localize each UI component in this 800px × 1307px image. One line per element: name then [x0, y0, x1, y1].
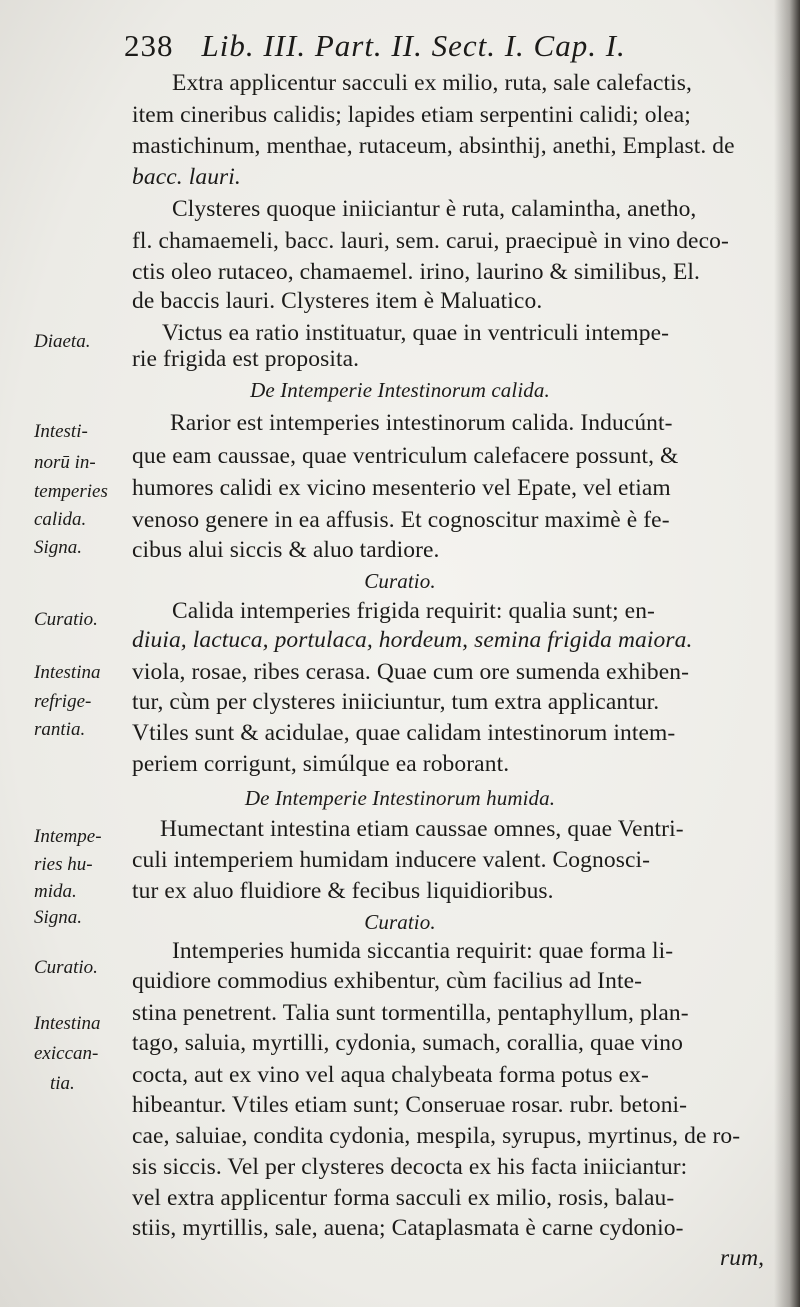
- section-heading: De Intemperie Intestinorum calida.: [250, 378, 550, 402]
- body-line: bacc. lauri.: [132, 164, 241, 190]
- marginal-note: ries hu-: [34, 854, 93, 875]
- body-line: rie frigida est proposita.: [132, 346, 360, 372]
- body-line: sis siccis. Vel per clysteres decocta ex his facta iniiciantur:: [132, 1154, 688, 1180]
- body-line: Vtiles sunt & acidulae, quae calidam intestinorum intem-: [132, 720, 676, 746]
- body-line: Intemperies humida siccantia requirit: quae forma li-: [172, 938, 674, 964]
- body-line: cae, saluiae, condita cydonia, mespila, syrupus, myrtinus, de ro-: [132, 1123, 741, 1149]
- running-title: Lib. III. Part. II. Sect. I. Cap. I.: [201, 28, 626, 63]
- section-heading: De Intemperie Intestinorum humida.: [244, 786, 556, 810]
- body-line: viola, rosae, ribes cerasa. Quae cum ore sumenda exhiben-: [132, 659, 690, 685]
- curatio-heading: Curatio.: [364, 569, 436, 593]
- page-number: 238: [124, 28, 174, 63]
- body-line: quidiore commodius exhibentur, cùm facilius ad Inte-: [132, 968, 643, 994]
- body-line: tago, saluia, myrtilli, cydonia, sumach, corallia, quae vino: [132, 1030, 683, 1056]
- marginal-note: Intestina: [34, 662, 101, 683]
- marginal-note: calida.: [34, 509, 87, 530]
- body-line: Humectant intestina etiam caussae omnes, quae Ventri-: [160, 816, 684, 842]
- marginal-note: Signa.: [34, 907, 83, 928]
- marginal-note: Intempe-: [34, 826, 102, 847]
- body-line: item cineribus calidis; lapides etiam serpentini calidi; olea;: [132, 102, 691, 128]
- body-line: cocta, aut ex vino vel aqua chalybeata forma potus ex-: [132, 1062, 649, 1088]
- body-line: mastichinum, menthae, rutaceum, absinthij, anethi, Emplast. de: [132, 133, 735, 159]
- page-edge-shadow: [774, 0, 800, 1307]
- marginal-note: norū in-: [34, 452, 96, 473]
- marginal-note: exiccan-: [34, 1043, 99, 1064]
- curatio-heading: Curatio.: [364, 910, 436, 934]
- marginal-note: refrige-: [34, 691, 92, 712]
- marginal-note: Intestina: [34, 1013, 101, 1034]
- body-line: que eam caussae, quae ventriculum calefacere possunt, &: [132, 443, 679, 469]
- body-line: Calida intemperies frigida requirit: qualia sunt; en-: [172, 598, 655, 624]
- marginal-note: rantia.: [34, 719, 86, 740]
- marginal-note: mida.: [34, 881, 77, 902]
- body-line: venoso genere in ea affusis. Et cognoscitur maximè è fe-: [132, 507, 670, 533]
- marginal-note: tia.: [50, 1073, 75, 1094]
- body-line: Rarior est intemperies intestinorum calida. Inducúnt-: [170, 410, 673, 436]
- body-line: fl. chamaemeli, bacc. lauri, sem. carui, praecipuè in vino deco-: [132, 228, 729, 254]
- marginal-note: temperies: [34, 481, 108, 502]
- body-line: stiis, myrtillis, sale, auena; Cataplasmata è carne cydonio-: [132, 1215, 684, 1241]
- body-line: stina penetrent. Talia sunt tormentilla, pentaphyllum, plan-: [132, 1000, 689, 1026]
- body-line: hibeantur. Vtiles etiam sunt; Conseruae rosar. rubr. betoni-: [132, 1092, 688, 1118]
- body-line: humores calidi ex vicino mesenterio vel Epate, vel etiam: [132, 475, 671, 501]
- marginal-note: Intesti-: [34, 421, 88, 442]
- body-line: Clysteres quoque iniiciantur è ruta, calamintha, anetho,: [172, 196, 697, 222]
- marginal-note: Curatio.: [34, 609, 98, 630]
- body-line: Extra applicentur sacculi ex milio, ruta, sale calefactis,: [172, 70, 692, 96]
- catchword: rum,: [720, 1245, 765, 1271]
- marginal-note: Signa.: [34, 537, 83, 558]
- body-line: diuia, lactuca, portulaca, hordeum, semina frigida maiora.: [132, 627, 693, 653]
- body-line: de baccis lauri. Clysteres item è Maluatico.: [132, 288, 543, 314]
- marginal-note: Curatio.: [34, 957, 98, 978]
- body-line: Victus ea ratio instituatur, quae in ventriculi intempe-: [162, 320, 670, 346]
- body-line: tur, cùm per clysteres iniiciuntur, tum extra applicantur.: [132, 689, 660, 715]
- marginal-note: Diaeta.: [34, 331, 91, 352]
- body-line: cibus alui siccis & aluo tardiore.: [132, 537, 440, 563]
- body-line: culi intemperiem humidam inducere valent. Cognosci-: [132, 847, 651, 873]
- body-line: vel extra applicentur forma sacculi ex milio, rosis, balau-: [132, 1185, 675, 1211]
- body-line: periem corrigunt, simúlque ea roborant.: [132, 751, 510, 777]
- running-header: [124, 28, 724, 68]
- body-line: ctis oleo rutaceo, chamaemel. irino, laurino & similibus, El.: [132, 259, 700, 285]
- body-line: tur ex aluo fluidiore & fecibus liquidioribus.: [132, 878, 554, 904]
